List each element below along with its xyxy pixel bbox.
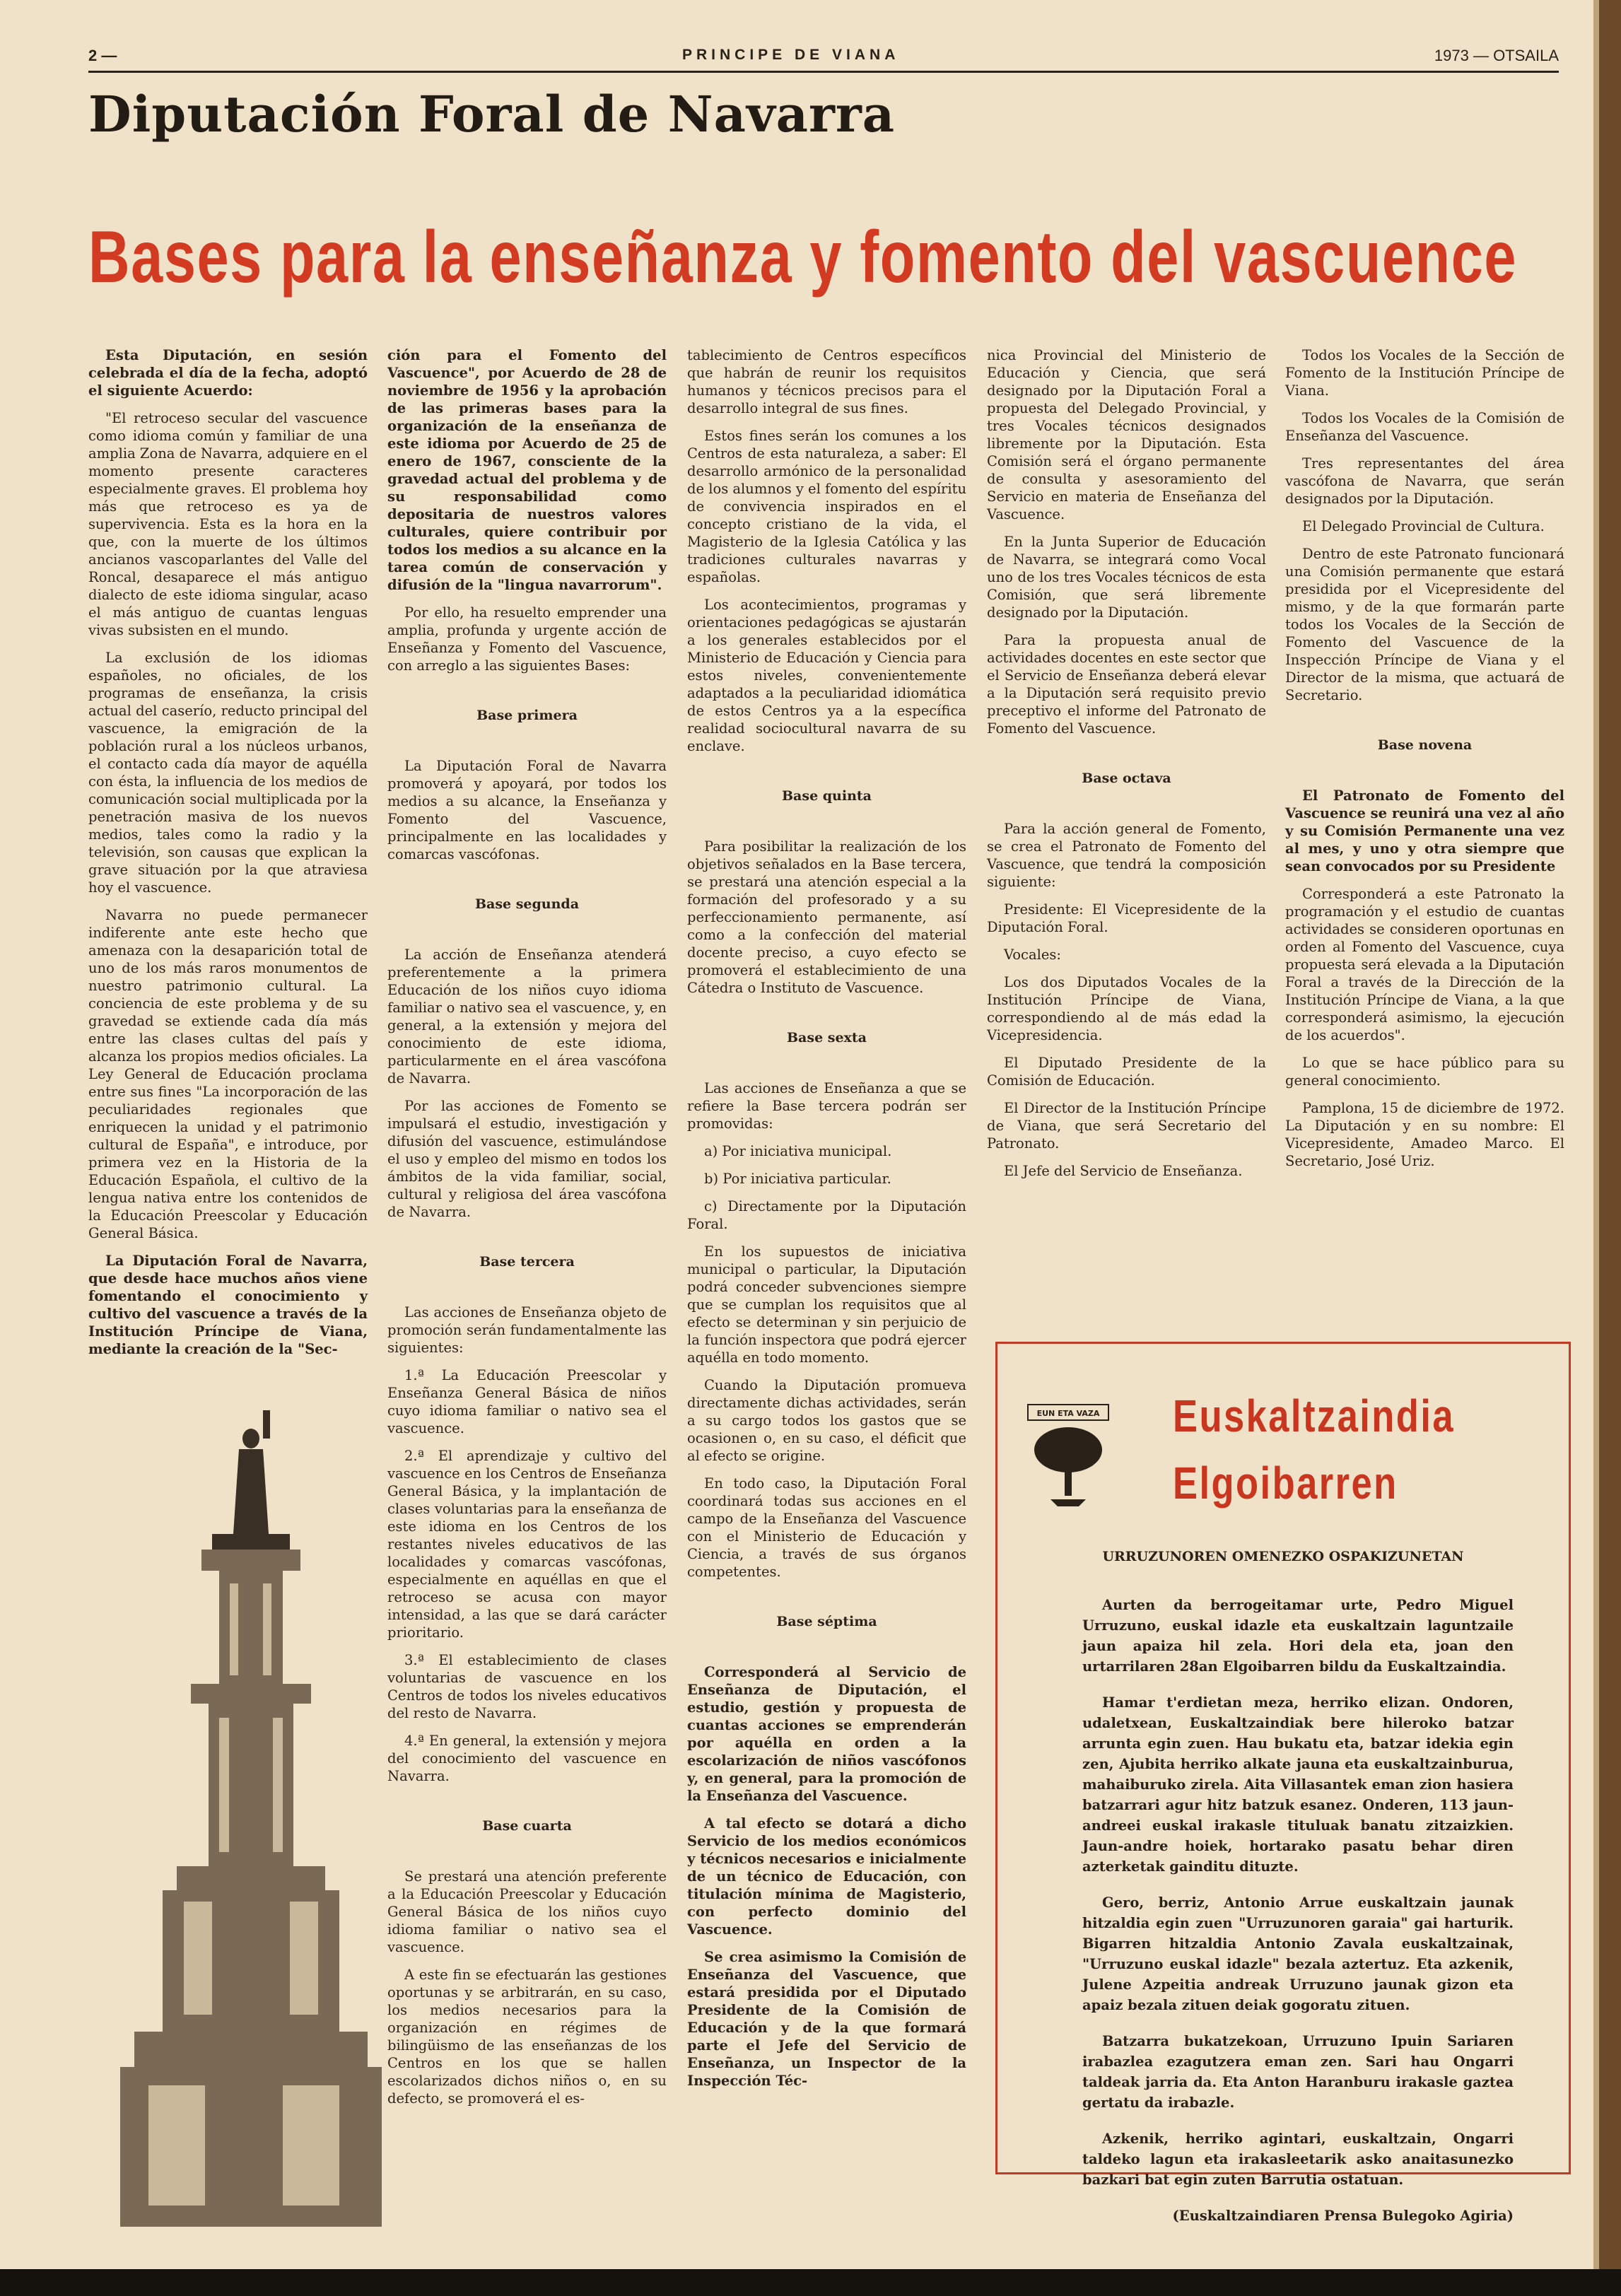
article-paragraph: Corresponderá a este Patronato la programación y el estudio de cuantas actividades se consideren oportunas en orden al Fomento del Vascuence, cuya propuesta será elevada a la Diputación Foral a través de la Dirección de la Institución Príncipe de Viana, a la que corresponderá asimismo, la ejecución de los acuerdos".	[1285, 886, 1564, 1043]
box-title-1: Euskaltzaindia	[1173, 1390, 1456, 1441]
box-body	[1082, 1595, 1514, 2242]
article-paragraph: La acción de Enseñanza atenderá preferentemente a la primera Educación de los niños cuyo idioma familiar o nativo sea el vascuence, y, en general, a la extensión y mejora del conocimiento de este idioma, particularmente en el área vascófona de Navarra.	[387, 947, 667, 1086]
publication-name: PRINCIPE DE VIANA	[682, 47, 900, 63]
article-paragraph: a) Por iniciativa municipal.	[704, 1143, 892, 1159]
article-paragraph: Presidente: El Vicepresidente de la Diputación Foral.	[987, 901, 1266, 935]
article-paragraph: Navarra no puede permanecer indiferente ante este hecho que amenaza con la desaparición total de uno de los más raros monumentos de nuestro patrimonio cultural. La conciencia de este problema y de su gravedad se extiende cada día más entre las clases cultas del país y alcanza los propios medios oficiales. La Ley General de Educación proclama entre sus fines "La incorporación de las peculiaridades regionales que enriquecen la unidad y el patrimonio cultural de España", e introduce, por primera vez en la Historia de la Educación Española, el cultivo de la lengua nativa entre los contenidos de la Educación Preescolar y Educación General Básica.	[88, 907, 368, 1241]
article-paragraph: Los acontecimientos, programas y orientaciones pedagógicas se ajustarán a los generales establecidos por el Ministerio de Educación y Ciencia para estos niveles, convenientemente adaptados a la peculiaridad idiomática de estos Centros ya a la específica realidad sociocultural navarra de su enclave.	[687, 597, 966, 754]
article-paragraph: Todos los Vocales de la Comisión de Enseñanza del Vascuence.	[1285, 410, 1564, 444]
article-column-1	[88, 346, 368, 1368]
article-paragraph: c) Directamente por la Diputación Foral.	[687, 1198, 966, 1232]
box-paragraph: Azkenik, herriko agintari, euskaltzain, Ongarri taldeko lagun eta irakasleetarik asko anaitasunezko bazkari bat egin zuten Barrutia ostatuan.	[1082, 2131, 1514, 2188]
section-heading: Base quinta	[782, 788, 872, 804]
section-heading: Base novena	[1377, 737, 1473, 753]
article-paragraph: 1.ª La Educación Preescolar y Enseñanza General Básica de niños cuyo idioma familiar o nativo sea el vascuence.	[387, 1367, 667, 1436]
article-paragraph: Dentro de este Patronato funcionará una Comisión permanente que estará presidida por el Vicepresidente del mismo, y de la que formarán parte todos los Vocales de la Sección de Fomento del Vascuence de la Inspección Príncipe de Viana y el Director de la misma, que actuará de Secretario.	[1285, 546, 1564, 703]
article-paragraph: Para la propuesta anual de actividades docentes en este sector que el Servicio de Enseñanza deberá elevar a la Diputación será requisito previo preceptivo el informe del Patronato de Fomento del Vascuence.	[987, 632, 1266, 737]
logo-motto: EUN ETA VAZA	[1036, 1409, 1100, 1418]
article-column-5	[1285, 346, 1564, 1180]
section-heading: Base sexta	[787, 1030, 867, 1046]
article-paragraph: Tres representantes del área vascófona de Navarra, que serán designados por la Diputación.	[1285, 455, 1564, 507]
box-paragraph: Aurten da berrogeitamar urte, Pedro Miguel Urruzuno, euskal idazle eta euskaltzain laguntzaile jaun apaiza hil zela. Hori dela eta, joan den urtarrilaren 28an Elgoibarren bildu da Euskaltzaindia.	[1082, 1597, 1514, 1675]
article-paragraph: Las acciones de Enseñanza a que se refiere la Base tercera podrán ser promovidas:	[687, 1080, 966, 1132]
masthead: Diputación Foral de Navarra	[88, 85, 896, 144]
box-title-2: Elgoibarren	[1173, 1458, 1398, 1509]
section-heading: Base primera	[476, 708, 578, 723]
article-paragraph: Cuando la Diputación promueva directamente dichas actividades, serán a su cargo todos los gastos que se ocasionen o, en su caso, el déficit que al efecto se origine.	[687, 1377, 966, 1464]
article-paragraph: El Patronato de Fomento del Vascuence se reunirá una vez al año y su Comisión Permanente una vez al mes, y uno y otra siempre que sean convocados por su Presidente	[1285, 787, 1564, 874]
article-paragraph: El Diputado Presidente de la Comisión de Educación.	[987, 1055, 1266, 1089]
article-paragraph: tablecimiento de Centros específicos que habrán de reunir los requisitos humanos y técnicos precisos para el desarrollo integral de sus fines.	[687, 347, 966, 416]
article-paragraph: Los dos Diputados Vocales de la Institución Príncipe de Viana, correspondiendo al de más edad la Vicepresidencia.	[987, 974, 1266, 1043]
article-paragraph: En los supuestos de iniciativa municipal o particular, la Diputación podrá conceder subvenciones siempre que se cumplan los requisitos que al efecto se determinan y sin perjuicio de la función inspectora que podrá ejercer aquélla en todo momento.	[687, 1243, 966, 1366]
article-paragraph: nica Provincial del Ministerio de Educación y Ciencia, que será designado por la Diputación Foral a propuesta del Delegado Provincial, y tres Vocales técnicos designados libremente por la Diputación. Esta Comisión será el órgano permanente de consulta y asesoramiento del Servicio en materia de Enseñanza del Vascuence.	[987, 347, 1266, 522]
article-paragraph: El Delegado Provincial de Cultura.	[1302, 518, 1545, 534]
box-subtitle: URRUZUNOREN OMENEZKO OSPAKIZUNETAN	[1102, 1549, 1464, 1564]
article-paragraph: b) Por iniciativa particular.	[704, 1171, 891, 1187]
article-paragraph: Esta Diputación, en sesión celebrada el día de la fecha, adoptó el siguiente Acuerdo:	[88, 347, 368, 399]
article-paragraph: En la Junta Superior de Educación de Navarra, se integrará como Vocal uno de los tres Vocales técnicos de esta Comisión, que será libremente designado por la Diputación.	[987, 534, 1266, 621]
article-paragraph: Se prestará una atención preferente a la Educación Preescolar y Educación General Básica de los niños cuyo idioma familiar o nativo sea el vascuence.	[387, 1868, 667, 1955]
article-paragraph: Por las acciones de Fomento se impulsará el estudio, investigación y difusión del vascuence, estimulándose el uso y empleo del mismo en todos los ámbitos de la vida familiar, social, cultural y religiosa del área vascófona de Navarra.	[387, 1098, 667, 1220]
article-paragraph: Por ello, ha resuelto emprender una amplia, profunda y urgente acción de Enseñanza y Fomento del Vascuence, con arreglo a las siguientes Bases:	[387, 604, 667, 674]
article-column-4	[987, 346, 1266, 1190]
article-column-2	[387, 346, 667, 2117]
article-paragraph: Pamplona, 15 de diciembre de 1972. La Diputación y en su nombre: El Vicepresidente, Amadeo Marco. El Secretario, José Uriz.	[1285, 1100, 1564, 1169]
euskaltzaindia-logo	[1022, 1400, 1114, 1513]
article-paragraph: La exclusión de los idiomas españoles, no oficiales, de los programas de enseñanza, la crisis actual del caserío, reducto principal del vascuence, la emigración de la población rural a los núcleos urbanos, el contacto cada día mayor de aquélla con ésta, la influencia de los medios de comunicación social multiplicada por la penetración masiva de los nuevos medios, tales como la radio y la televisión, son causas que explican la grave situación por la que atraviesa hoy el vascuence.	[88, 650, 368, 896]
section-heading: Base octava	[1082, 771, 1171, 786]
headline: Bases para la enseñanza y fomento del vascuence	[88, 216, 1518, 298]
article-paragraph: Estos fines serán los comunes a los Centros de esta naturaleza, a saber: El desarrollo armónico de la personalidad de los alumnos y el fomento del espíritu de convivencia inspirados en el concepto cristiano de la vida, el Magisterio de la Iglesia Católica y las tradiciones culturales navarras y españolas.	[687, 428, 967, 585]
article-paragraph: 3.ª El establecimiento de clases voluntarias de vascuence en los Centros de todos los niveles educativos del resto de Navarra.	[387, 1652, 667, 1721]
article-paragraph: 2.ª El aprendizaje y cultivo del vascuence en los Centros de Enseñanza General Básica, y la implantación de clases voluntarias para la enseñanza de este idioma en los Centros de los restantes niveles educativos de las localidades y comarcas vascófonas, especialmente en aquéllas en que el retroceso se acusa con mayor intensidad, a las que se dará carácter prioritario.	[387, 1448, 667, 1641]
article-paragraph: 4.ª En general, la extensión y mejora del conocimiento del vascuence en Navarra.	[387, 1733, 667, 1784]
article-paragraph: Vocales:	[1004, 947, 1061, 963]
article-paragraph: La Diputación Foral de Navarra promoverá y apoyará, por todos los medios a su alcance, la Enseñanza y Fomento del Vascuence, principalmente en las localidades y comarcas vascófonas.	[387, 758, 667, 862]
page-number: 2 —	[88, 47, 117, 64]
article-paragraph: El Director de la Institución Príncipe de Viana, que será Secretario del Patronato.	[987, 1100, 1266, 1152]
page-edge-fold	[1593, 0, 1599, 2296]
article-paragraph: Lo que se hace público para su general conocimiento.	[1285, 1055, 1564, 1089]
section-heading: Base cuarta	[482, 1818, 572, 1834]
article-paragraph: Corresponderá al Servicio de Enseñanza de Diputación, el estudio, gestión y propuesta de cuantas acciones se emprenderán por aquélla en orden a la escolarización de niños vascófonos y, en general, para la promoción de la Enseñanza del Vascuence.	[687, 1664, 966, 1804]
article-paragraph: "El retroceso secular del vascuence como idioma común y familiar de una amplia Zona de Navarra, adquiere en el momento presente caracteres especialmente graves. El problema hoy más que retroceso es ya de supervivencia. Esta es la hora en la que, con la muerte de los últimos ancianos vascoparlantes del Valle del Roncal, desaparece el más antiguo dialecto de este idioma singular, acaso el más antiguo de cuantas lenguas vivas subsisten en el mundo.	[88, 410, 368, 638]
page-edge-right	[1599, 0, 1621, 2296]
article-paragraph: La Diputación Foral de Navarra, que desde hace muchos años viene fomentando el conocimiento y cultivo del vascuence a través de la Institución Príncipe de Viana, mediante la creación de la "Sec-	[88, 1253, 368, 1357]
article-column-3	[687, 346, 966, 2099]
box-paragraph: Gero, berriz, Antonio Arrue euskaltzain jaunak hitzaldia egin zuen "Urruzunoren garaia" gai harturik. Bigarren hitzaldia Antonio Zavala euskaltzainak, "Urruzuno euskal idazle" bezala aztertuz. Eta azkenik, Julene Azpeitia andreak Urruzuno jaunak gizon eta apaiz bezala zituen deiak gogoratu zituen.	[1082, 1894, 1514, 2013]
box-paragraph: Hamar t'erdietan meza, herriko elizan. Ondoren, udaletxean, Euskaltzaindiak bere hileroko batzar arrunta egin zuen. Hau bukatu eta, batzar idekia egin zen, Ajubita herriko alkate jauna eta euskaltzainburua, mahaiburuko zirela. Aita Villasantek eman zion hasiera batzarrari agur hitz batzuk esanez. Onderen, 113 jaun-andreei euskal irakasle tituluak banatu zitzaizkien. Jaun-andre hoiek, hortarako pasatu behar diren azterketak gainditu dituzte.	[1082, 1694, 1514, 1875]
section-heading: Base segunda	[474, 896, 580, 912]
article-paragraph: Todos los Vocales de la Sección de Fomento de la Institución Príncipe de Viana.	[1285, 347, 1564, 399]
article-paragraph: ción para el Fomento del Vascuence", por Acuerdo de 28 de noviembre de 1956 y la aprobación de las primeras bases para la organización de la enseñanza de este idioma por Acuerdo de 25 de enero de 1967, consciente de la gravedad actual del problema y de su responsabilidad como depositaria de nuestros valores culturales, quiere contribuir por todos los medios a su alcance en la tarea común de conservación y difusión de la "lingua navarrorum".	[387, 347, 667, 593]
header-rule	[88, 71, 1559, 73]
issue-date: 1973 — OTSAILA	[1434, 47, 1559, 64]
article-paragraph: Las acciones de Enseñanza objeto de promoción serán fundamentalmente las siguientes:	[387, 1304, 667, 1356]
monument-illustration	[106, 1407, 382, 2227]
box-paragraph: Batzarra bukatzekoan, Urruzuno Ipuin Sariaren irabazlea ezagutzera eman zen. Sari hau Ongarri taldeak jarria da. Eta Anton Haranburu irakasle gaztea gertatu da irabazle.	[1082, 2033, 1514, 2111]
article-paragraph: A este fin se efectuarán las gestiones oportunas y se arbitrarán, en su caso, los medios necesarios para la organización en régimes de bilingüismo de las enseñanzas de los Centros en los que se hallen escolarizados dichos niños o, en su defecto, se promoverá el es-	[387, 1967, 667, 2107]
article-paragraph: Para posibilitar la realización de los objetivos señalados en la Base tercera, se prestará una atención especial a la formación del profesorado y a su perfeccionamiento permanente, así como a la confección del material docente preciso, a cuyo efecto se promoverá el establecimiento de una Cátedra o Instituto de Vascuence.	[687, 838, 966, 996]
running-header	[88, 44, 1559, 68]
section-heading: Base tercera	[479, 1254, 575, 1270]
article-paragraph: El Jefe del Servicio de Enseñanza.	[1004, 1163, 1243, 1179]
section-heading: Base séptima	[776, 1614, 877, 1629]
article-paragraph: A tal efecto se dotará a dicho Servicio de los medios económicos y técnicos necesarios e inicialmente de un técnico de Educación, con titulación mínima de Magisterio, con perfecto dominio del Vascuence.	[687, 1815, 966, 1938]
page-edge-bottom	[0, 2269, 1621, 2296]
article-paragraph: Para la acción general de Fomento, se crea el Patronato de Fomento del Vascuence, que tendrá la composición siguiente:	[987, 821, 1266, 890]
box-signature: (Euskaltzaindiaren Prensa Bulegoko Agiria)	[1172, 2208, 1514, 2224]
euskaltzaindia-box	[995, 1342, 1571, 2224]
article-paragraph: Se crea asimismo la Comisión de Enseñanza del Vascuence, que estará presidida por el Diputado Presidente de la Comisión de Educación y de la que formará parte el Jefe del Servicio de Enseñanza, un Inspector de la Inspección Téc-	[687, 1949, 966, 2089]
article-paragraph: En todo caso, la Diputación Foral coordinará todas sus acciones en el campo de la Enseñanza del Vascuence con el Ministerio de Educación y Ciencia, a través de sus órganos competentes.	[687, 1475, 966, 1580]
